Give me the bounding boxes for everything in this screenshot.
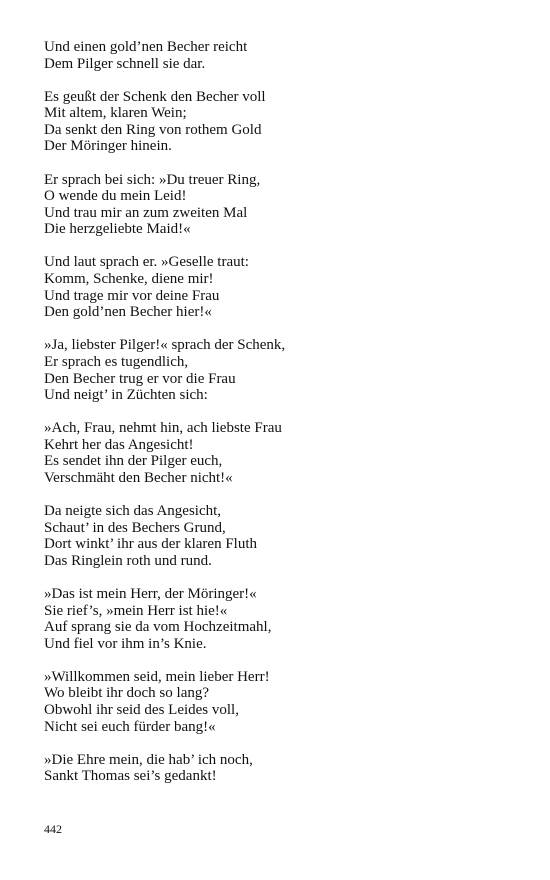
poem-line: Nicht sei euch fürder bang!« <box>44 718 216 735</box>
poem-line: Sankt Thomas sei’s gedankt! <box>44 768 217 785</box>
poem-line: Und trau mir an zum zweiten Mal <box>44 204 248 221</box>
poem-line: Der Möringer hinein. <box>44 138 172 155</box>
poem-line: Dem Pilger schnell sie dar. <box>44 55 206 72</box>
poem-line: Und laut sprach er. »Geselle traut: <box>44 254 249 271</box>
poem-line: Er sprach bei sich: »Du treuer Ring, <box>44 171 261 188</box>
poem-line: Sie rief’s, »mein Herr ist hie!« <box>44 602 228 619</box>
poem-line: Da senkt den Ring von rothem Gold <box>44 121 262 138</box>
stanza <box>44 39 524 72</box>
poem-line: Das Ringlein roth und rund. <box>44 552 212 569</box>
poem-body <box>44 39 524 801</box>
stanza <box>44 89 524 155</box>
poem-line: Und trage mir vor deine Frau <box>44 287 220 304</box>
stanza <box>44 669 524 735</box>
poem-line: Verschmäht den Becher nicht!« <box>44 469 233 486</box>
poem-line: »Die Ehre mein, die hab’ ich noch, <box>44 751 253 768</box>
stanza <box>44 172 524 238</box>
stanza <box>44 586 524 652</box>
poem-line: Er sprach es tugendlich, <box>44 353 189 370</box>
stanza <box>44 752 524 785</box>
poem-line: Es geußt der Schenk den Becher voll <box>44 88 266 105</box>
poem-line: »Das ist mein Herr, der Möringer!« <box>44 585 257 602</box>
poem-line: Die herzgeliebte Maid!« <box>44 221 191 238</box>
poem-line: O wende du mein Leid! <box>44 188 187 205</box>
poem-line: Wo bleibt ihr doch so lang? <box>44 685 210 702</box>
poem-line: Es sendet ihn der Pilger euch, <box>44 453 223 470</box>
poem-line: Und einen gold’nen Becher reicht <box>44 39 248 55</box>
stanza <box>44 254 524 320</box>
poem-line: »Ach, Frau, nehmt hin, ach liebste Frau <box>44 420 282 437</box>
poem-line: »Willkommen seid, mein lieber Herr! <box>44 668 270 685</box>
poem-line: Komm, Schenke, diene mir! <box>44 271 214 288</box>
poem-line: Und neigt’ in Züchten sich: <box>44 387 208 404</box>
poem-line: Den Becher trug er vor die Frau <box>44 370 236 387</box>
poem-line: Obwohl ihr seid des Leides voll, <box>44 702 239 718</box>
stanza <box>44 420 524 486</box>
poem-line: Dort winkt’ ihr aus der klaren Fluth <box>44 536 258 553</box>
poem-line: Den gold’nen Becher hier!« <box>44 304 212 321</box>
poem-line: Schaut’ in des Bechers Grund, <box>44 519 226 536</box>
poem-line: Da neigte sich das Angesicht, <box>44 503 222 520</box>
stanza <box>44 503 524 569</box>
page-number: 442 <box>44 822 62 836</box>
stanza <box>44 337 524 403</box>
poem-line: Mit altem, klaren Wein; <box>44 105 187 122</box>
poem-line: Auf sprang sie da vom Hochzeitmahl, <box>44 619 272 636</box>
poem-line: Kehrt her das Angesicht! <box>44 436 194 453</box>
poem-line: »Ja, liebster Pilger!« sprach der Schenk, <box>44 337 286 354</box>
poem-line: Und fiel vor ihm in’s Knie. <box>44 635 207 652</box>
